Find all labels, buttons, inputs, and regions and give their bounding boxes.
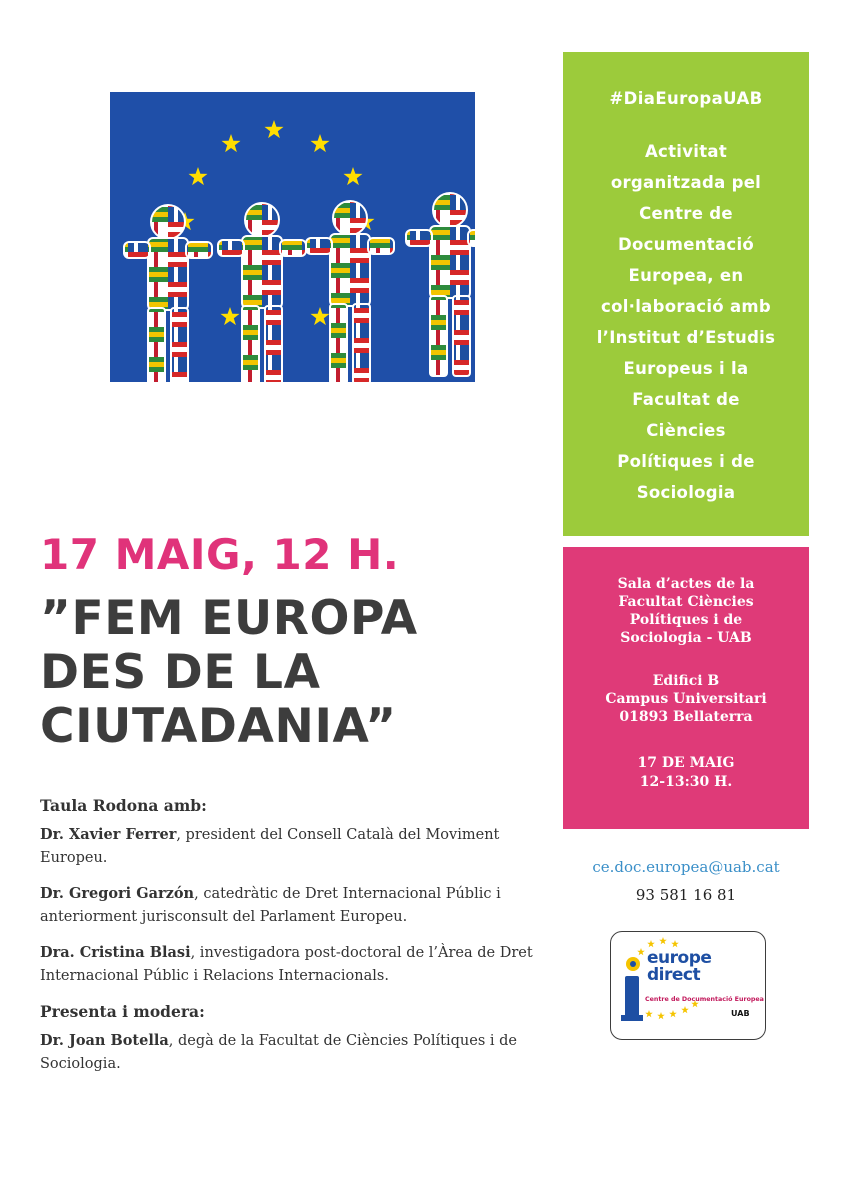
- address-line: 01893 Bellaterra: [619, 709, 753, 725]
- organizers-text: [573, 136, 799, 508]
- moderator-role: , degà de la Facultat de Ciències Polítiques i de Sociologia.: [40, 1033, 517, 1072]
- speaker-entry: [40, 823, 540, 870]
- moderator-entry: [40, 1029, 540, 1076]
- roundtable-heading: Taula Rodona amb:: [40, 796, 207, 815]
- logo-word-direct: direct: [647, 965, 701, 985]
- europe-direct-logo: [610, 931, 766, 1040]
- address-line: Edifici B: [652, 673, 720, 689]
- logo-word-europe: europe: [647, 948, 712, 968]
- title-line: CIUTADANIA”: [40, 699, 397, 754]
- speaker-entry: [40, 941, 540, 988]
- event-title: [40, 592, 418, 754]
- eu-flag-paper-people-icon: [110, 92, 475, 382]
- organizers-line: Europeus i la: [623, 359, 749, 378]
- speaker-role: , president del Consell Català del Moviment Europeu.: [40, 827, 500, 866]
- address-line: Campus Universitari: [605, 691, 767, 707]
- organizers-line: Activitat: [644, 142, 728, 161]
- organizers-line: Centre de: [639, 204, 733, 223]
- venue-line: Facultat Ciències: [618, 594, 754, 610]
- program-section: [40, 794, 540, 1088]
- venue-line: Sociologia - UAB: [620, 630, 752, 646]
- when-line: 17 DE MAIG: [637, 755, 735, 771]
- logo-uab: UAB: [731, 1009, 750, 1018]
- organizers-line: Polítiques i de: [617, 452, 755, 471]
- moderator-heading: Presenta i modera:: [40, 1002, 205, 1021]
- speaker-role: , catedràtic de Dret Internacional Públic i anteriorment jurisconsult del Parlament Europeu.: [40, 886, 501, 925]
- speaker-name: Dr. Gregori Garzón: [40, 885, 195, 902]
- event-date-time: 17 MAIG, 12 H.: [40, 530, 400, 579]
- speaker-entry: [40, 882, 540, 929]
- venue-panel: [563, 547, 809, 829]
- venue-name: [567, 575, 805, 647]
- organizers-line: Ciències: [646, 421, 726, 440]
- speaker-name: Dr. Xavier Ferrer: [40, 826, 177, 843]
- organizers-line: Documentació: [617, 235, 755, 254]
- when-line: 12-13:30 H.: [639, 774, 733, 790]
- speaker-name: Dra. Cristina Blasi: [40, 944, 191, 961]
- venue-address: [567, 672, 805, 726]
- contact-email-link[interactable]: ce.doc.europea@uab.cat: [592, 858, 780, 876]
- eu-flag-paper-people-image: [110, 92, 475, 382]
- organizers-line: l’Institut d’Estudis: [596, 328, 776, 347]
- organizers-line: Europea, en: [628, 266, 744, 285]
- contact-phone: 93 581 16 81: [635, 886, 737, 904]
- title-line: DES DE LA: [40, 645, 321, 700]
- organizers-line: col·laboració amb: [600, 297, 771, 316]
- title-line: ”FEM EUROPA: [40, 591, 418, 646]
- organizers-line: Facultat de: [632, 390, 740, 409]
- contact-block: [563, 853, 809, 909]
- organizers-panel: [563, 52, 809, 536]
- speaker-role: , investigadora post-doctoral de l’Àrea de Dret Internacional Públic i Relacions Internacionals.: [40, 945, 533, 984]
- venue-line: Polítiques i de: [629, 612, 743, 628]
- logo-centre-name: Centre de Documentació Europea: [645, 996, 764, 1003]
- venue-line: Sala d’actes de la: [617, 576, 755, 592]
- organizers-line: organitzada pel: [610, 173, 762, 192]
- moderator-name: Dr. Joan Botella: [40, 1032, 169, 1049]
- hashtag: #DiaEuropaUAB: [609, 89, 763, 108]
- venue-datetime: [567, 754, 805, 792]
- organizers-line: Sociologia: [636, 483, 736, 502]
